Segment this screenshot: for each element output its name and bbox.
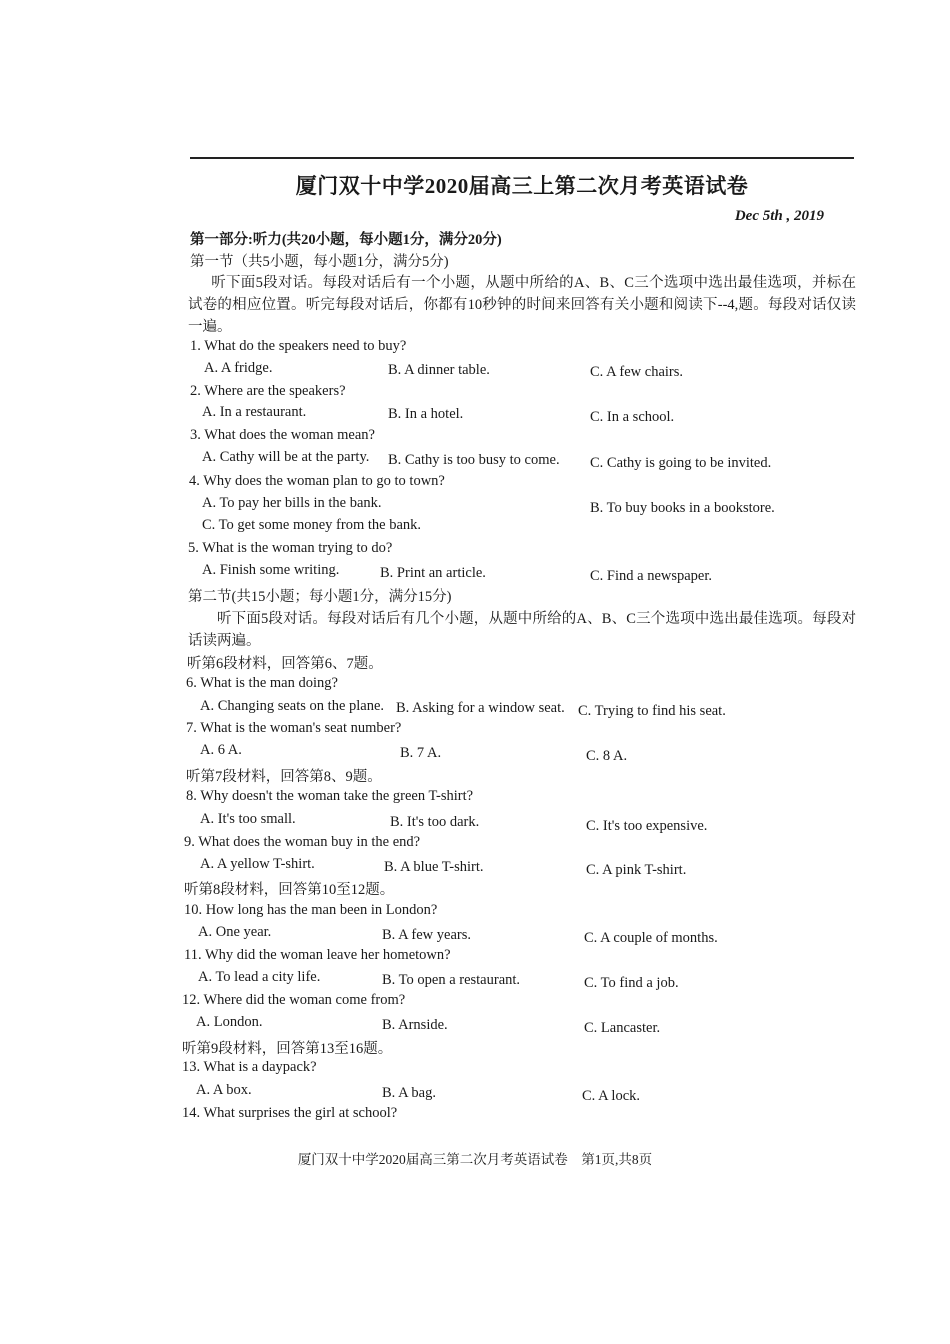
option-b: B. Print an article.: [380, 565, 486, 581]
option-b: B. A bag.: [382, 1085, 436, 1101]
question-stem: 3. What does the woman mean?: [190, 427, 375, 443]
option-a: A. One year.: [198, 924, 272, 940]
option-b: B. A blue T-shirt.: [384, 859, 484, 875]
section1-instructions: 听下面5段对话。每段对话后有一个小题，从题中所给的A、B、C三个选项中选出最佳选项，并标在试卷的相应位置。听完每段对话后，你都有10秒钟的时间来回答有关小题和阅读下--4,题。每段对话仅读一遍。: [188, 275, 856, 335]
section2-instructions: 听下面5段对话。每段对话后有几个小题，从题中所给的A、B、C三个选项中选出最佳选项。每段对话读两遍。: [188, 611, 856, 649]
question-stem: 8. Why doesn't the woman take the green T-shirt?: [186, 788, 474, 804]
option-c: C. A couple of months.: [584, 930, 718, 946]
option-c: C. 8 A.: [586, 748, 628, 764]
option-a: A. A box.: [196, 1082, 252, 1098]
option-c: C. To find a job.: [584, 975, 679, 991]
option-c: C. Find a newspaper.: [590, 568, 713, 584]
option-a: A. A yellow T-shirt.: [200, 856, 315, 872]
option-b: B. To open a restaurant.: [382, 972, 521, 988]
section2-heading: 第二节(共15小题；每小题1分，满分15分): [188, 589, 452, 605]
option-c: C. Cathy is going to be invited.: [590, 455, 772, 471]
question-stem: 9. What does the woman buy in the end?: [184, 834, 421, 850]
question-stem: 4. Why does the woman plan to go to town?: [189, 473, 445, 489]
option-a: A. London.: [196, 1014, 263, 1030]
option-a: A. To pay her bills in the bank.: [202, 495, 382, 511]
option-b: B. In a hotel.: [388, 406, 464, 422]
option-a: A. To lead a city life.: [198, 969, 321, 985]
option-a: A. Changing seats on the plane.: [200, 698, 385, 714]
option-a: A. 6 A.: [200, 742, 242, 758]
option-c: C. A pink T-shirt.: [586, 862, 687, 878]
option-b: B. Cathy is too busy to come.: [388, 452, 560, 468]
question-stem: 14. What surprises the girl at school?: [182, 1105, 398, 1121]
material-note: 听第9段材料，回答第13至16题。: [182, 1041, 393, 1057]
option-a: A. Cathy will be at the party.: [202, 449, 370, 465]
option-a: A. It's too small.: [200, 811, 296, 827]
option-c: C. A few chairs.: [590, 364, 684, 380]
section1-heading: 第一节（共5小题，每小题1分，满分5分): [190, 254, 449, 270]
option-c: C. A lock.: [582, 1088, 641, 1104]
option-c: C. To get some money from the bank.: [202, 517, 422, 533]
question-stem: 12. Where did the woman come from?: [182, 992, 406, 1008]
question-stem: 6. What is the man doing?: [186, 675, 338, 691]
option-b: B. Asking for a window seat.: [396, 700, 565, 716]
question-stem: 2. Where are the speakers?: [190, 383, 346, 399]
header-rule: [190, 157, 854, 159]
option-b: B. A dinner table.: [388, 362, 490, 378]
material-note: 听第7段材料，回答第8、9题。: [186, 769, 382, 785]
part1-heading: 第一部分:听力(共20小题，每小题1分，满分20分): [190, 232, 502, 248]
option-c: C. In a school.: [590, 409, 675, 425]
exam-date: Dec 5th , 2019: [734, 208, 824, 224]
option-b: B. To buy books in a bookstore.: [590, 500, 775, 516]
material-note: 听第8段材料，回答第10至12题。: [184, 882, 395, 898]
option-b: B. Arnside.: [382, 1017, 448, 1033]
question-stem: 11. Why did the woman leave her hometown?: [184, 947, 451, 963]
page-footer: 厦门双十中学2020届高三第二次月考英语试卷 第1页,共8页: [297, 1152, 653, 1167]
question-stem: 13. What is a daypack?: [182, 1059, 317, 1075]
question-stem: 5. What is the woman trying to do?: [188, 540, 393, 556]
material-note: 听第6段材料，回答第6、7题。: [187, 656, 383, 672]
question-stem: 7. What is the woman's seat number?: [186, 720, 402, 736]
option-b: B. A few years.: [382, 927, 471, 943]
option-a: A. Finish some writing.: [202, 562, 340, 578]
option-a: A. In a restaurant.: [202, 404, 307, 420]
option-a: A. A fridge.: [204, 360, 273, 376]
option-c: C. Trying to find his seat.: [578, 703, 726, 719]
option-c: C. It's too expensive.: [586, 818, 708, 834]
option-b: B. It's too dark.: [390, 814, 480, 830]
question-stem: 10. How long has the man been in London?: [184, 902, 438, 918]
page-title: 厦门双十中学2020届高三上第二次月考英语试卷: [295, 174, 749, 198]
option-b: B. 7 A.: [400, 745, 442, 761]
option-c: C. Lancaster.: [584, 1020, 661, 1036]
question-stem: 1. What do the speakers need to buy?: [190, 338, 407, 354]
